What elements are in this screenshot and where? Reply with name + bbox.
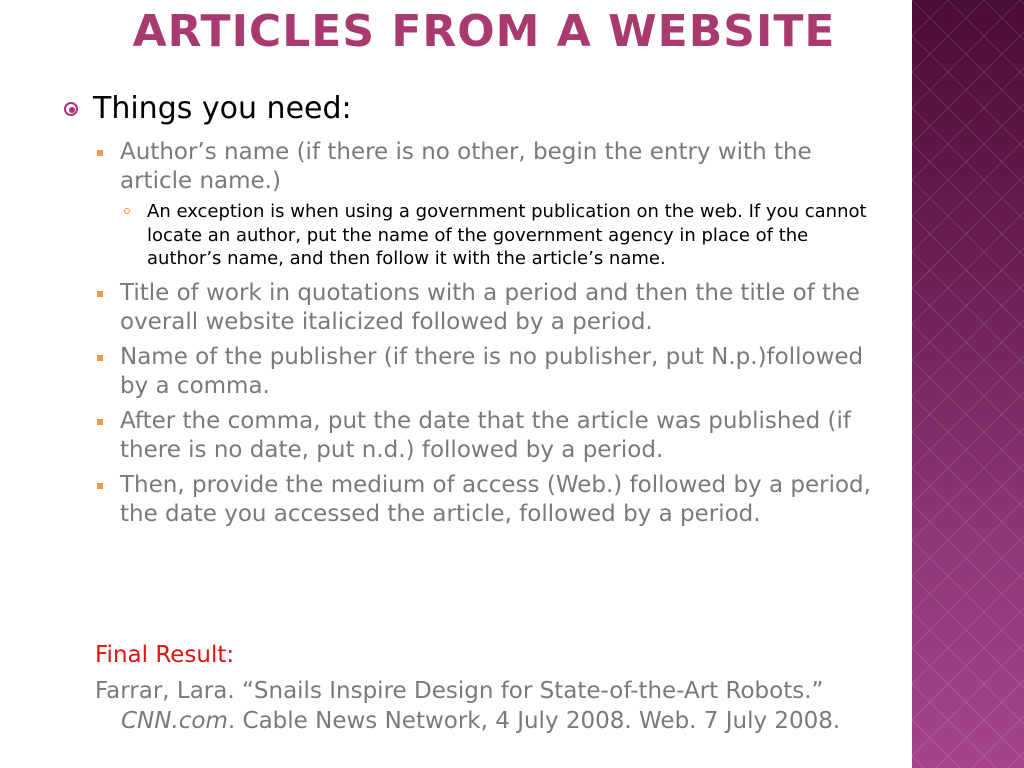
square-bullet-icon: [97, 419, 103, 425]
list-item: [96, 471, 876, 529]
list-item: [96, 407, 876, 465]
square-bullet-icon: [97, 150, 103, 156]
sub-list-item: [120, 200, 876, 271]
bullet-level-1: [64, 89, 894, 129]
decorative-side-panel: [912, 0, 1024, 768]
list-item-text: After the comma, put the date that the article was published (if there is no date, put n.d.) followed by a period.: [120, 407, 851, 463]
citation-website-title: CNN.com: [121, 708, 228, 734]
requirements-list: [96, 138, 876, 535]
heading-text: Things you need:: [93, 91, 352, 126]
list-item-text: Author’s name (if there is no other, begin the entry with the article name.): [120, 139, 812, 194]
square-bullet-icon: [97, 291, 103, 297]
slide-title: ARTICLES FROM A WEBSITE: [132, 6, 836, 57]
list-item: [96, 138, 876, 271]
square-bullet-icon: [97, 483, 103, 489]
citation-example: [95, 676, 921, 736]
diamond-pattern: [912, 0, 1024, 768]
square-bullet-icon: [97, 355, 103, 361]
heading-item: [64, 89, 894, 129]
list-item-text: Name of the publisher (if there is no publisher, put N.p.)followed by a comma.: [120, 343, 864, 399]
list-item-text: Title of work in quotations with a period and then the title of the overall website italicized followed by a period.: [120, 279, 860, 335]
sub-list: [120, 200, 876, 271]
list-item-text: Then, provide the medium of access (Web.) followed by a period, the date you accessed the article, followed by a period.: [120, 471, 871, 527]
list-item: [96, 279, 876, 337]
ring-bullet-icon: [124, 208, 130, 214]
citation-text-part2: . Cable News Network, 4 July 2008. Web. 7 July 2008.: [227, 708, 841, 734]
sub-list-item-text: An exception is when using a government publication on the web. If you cannot locate an author, put the name of the government agency in place of the author’s name, and then follow it with the article’s name.: [147, 201, 867, 269]
list-item: [96, 343, 876, 401]
circle-bullet-icon: [64, 102, 78, 116]
citation-text-part1: Farrar, Lara. “Snails Inspire Design for State-of-the-Art Robots.”: [95, 678, 824, 704]
final-result-label: Final Result:: [95, 642, 235, 668]
